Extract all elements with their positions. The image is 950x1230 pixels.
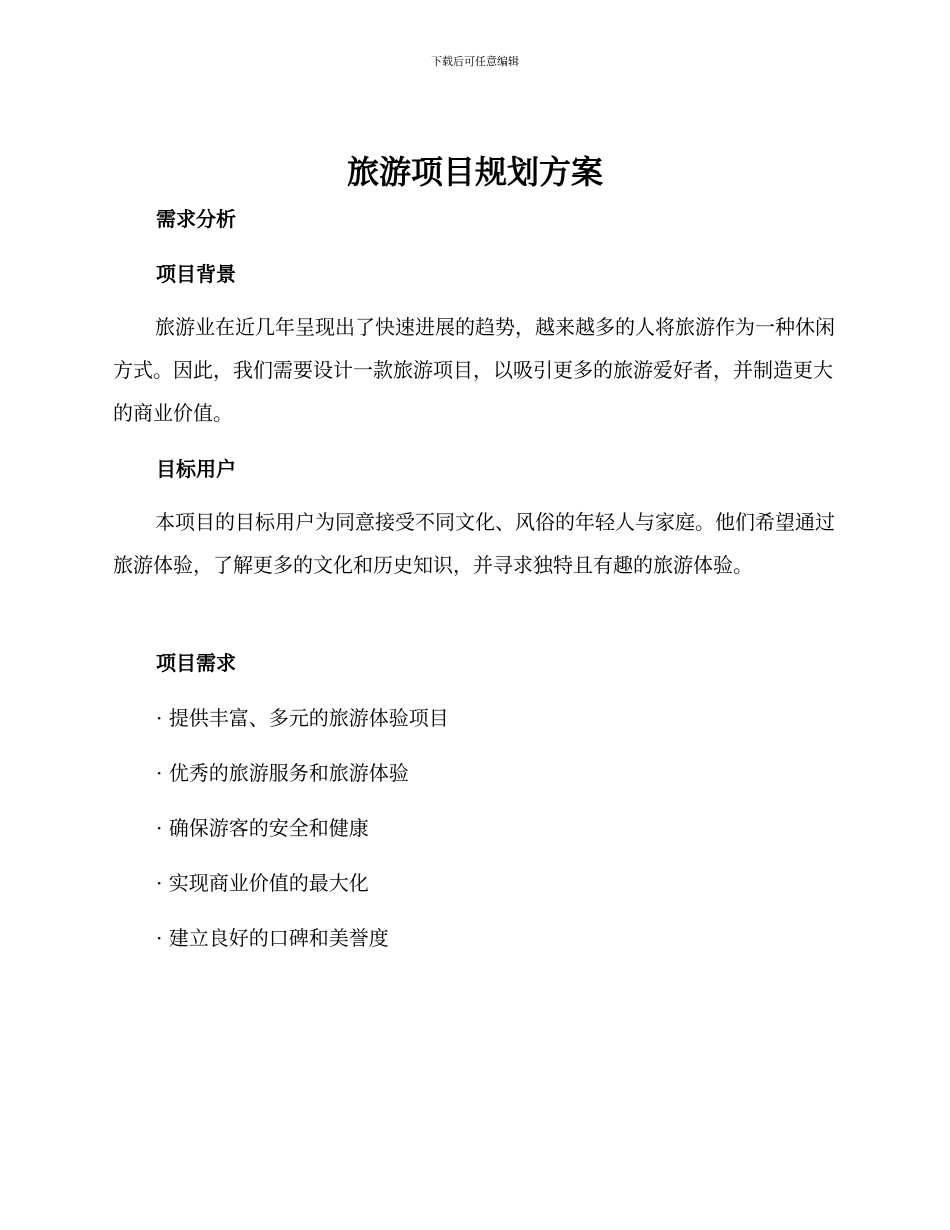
requirement-item: · 确保游客的安全和健康 — [156, 816, 369, 840]
document-title: 旅游项目规划方案 — [346, 153, 603, 191]
requirement-item: · 提供丰富、多元的旅游体验项目 — [156, 706, 449, 730]
requirement-item: · 优秀的旅游服务和旅游体验 — [156, 761, 409, 785]
requirement-item: · 建立良好的口碑和美誉度 — [156, 926, 389, 950]
header-note: 下载后可任意编辑 — [431, 55, 519, 68]
section-heading-background: 项目背景 — [156, 262, 236, 286]
requirement-item: · 实现商业价值的最大化 — [156, 871, 369, 895]
section-heading-needs-analysis: 需求分析 — [156, 207, 236, 231]
target-users-paragraph — [113, 501, 843, 587]
background-text: 旅游业在近几年呈现出了快速进展的趋势，越来越多的人将旅游作为一种休闲方式。因此，我们需要设计一款旅游项目，以吸引更多的旅游爱好者，并制造更大的商业价值。 — [113, 315, 835, 425]
section-heading-target-users: 目标用户 — [156, 457, 236, 481]
background-paragraph — [113, 306, 843, 435]
target-users-text: 本项目的目标用户为同意接受不同文化、风俗的年轻人与家庭。他们希望通过旅游体验，了解更多的文化和历史知识，并寻求独特且有趣的旅游体验。 — [113, 510, 835, 577]
section-heading-requirements: 项目需求 — [156, 651, 236, 675]
